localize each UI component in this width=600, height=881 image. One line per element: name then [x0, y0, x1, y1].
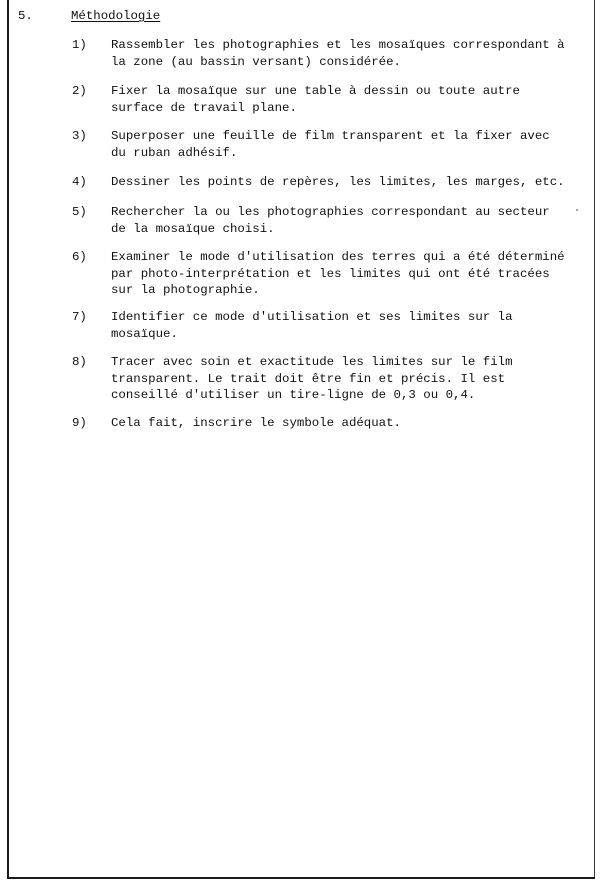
page-frame-right-border [594, 0, 595, 878]
step-line: Superposer une feuille de film transparent et la fixer avec [111, 129, 550, 143]
step-line: surface de travail plane. [111, 100, 297, 115]
step-text [111, 415, 589, 432]
step-number: 7) [72, 310, 87, 324]
step-text [111, 128, 589, 161]
step-text [111, 83, 589, 116]
section-number: 5. [18, 9, 33, 23]
step-text [111, 37, 589, 70]
step-line: Examiner le mode d'utilisation des terres qui a été déterminé [111, 250, 565, 264]
step-line: Tracer avec soin et exactitude les limites sur le film [111, 355, 513, 369]
step-line: Rechercher la ou les photographies correspondant au secteur [111, 205, 550, 219]
step-text [111, 309, 589, 342]
step-number: 3) [72, 129, 87, 143]
step-line: mosaïque. [111, 326, 178, 341]
step-line: transparent. Le trait doit être fin et précis. Il est [111, 371, 506, 386]
step-number: 4) [72, 175, 87, 189]
step-line: du ruban adhésif. [111, 145, 238, 160]
step-line: Identifier ce mode d'utilisation et ses limites sur la [111, 310, 513, 324]
step-number: 8) [72, 355, 87, 369]
step-line: par photo-interprétation et les limites qui ont été tracées [111, 266, 550, 281]
step-line: Rassembler les photographies et les mosaïques correspondant à [111, 38, 565, 52]
step-line: sur la photographie. [111, 283, 260, 297]
step-text [111, 354, 589, 404]
step-number: 2) [72, 84, 87, 98]
step-number: 5) [72, 205, 87, 219]
section-title: Méthodologie [71, 9, 161, 23]
step-line: de la mosaïque choisi. [111, 221, 275, 236]
step-line: Fixer la mosaïque sur une table à dessin ou toute autre [111, 84, 520, 98]
step-number: 9) [72, 416, 87, 430]
page-frame-left-border [7, 0, 9, 878]
step-line: Dessiner les points de repères, les limites, les marges, etc. [111, 175, 565, 189]
step-text [111, 174, 589, 191]
step-text [111, 249, 589, 299]
step-text [111, 204, 589, 237]
page-frame-bottom-border [7, 877, 595, 879]
step-line: Cela fait, inscrire le symbole adéquat. [111, 416, 401, 430]
step-line: conseillé d'utiliser un tire-ligne de 0,3 ou 0,4. [111, 388, 476, 402]
step-line: la zone (au bassin versant) considérée. [111, 54, 401, 69]
step-number: 6) [72, 250, 87, 264]
step-number: 1) [72, 38, 87, 52]
